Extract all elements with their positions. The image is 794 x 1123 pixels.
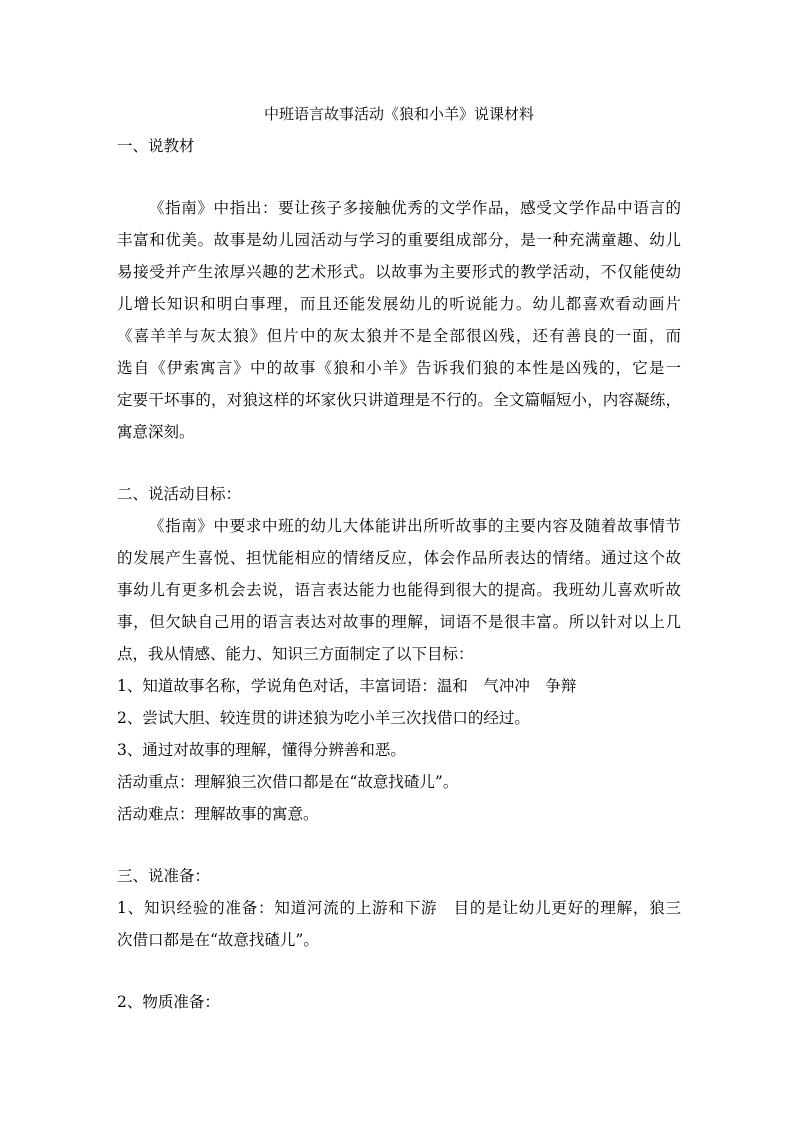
list-item: 2、尝试大胆、较连贯的讲述狼为吃小羊三次找借口的经过。 bbox=[117, 709, 530, 727]
paragraph-line: 儿增长知识和明白事理，而且还能发展幼儿的听说能力。幼儿都喜欢看动画片 bbox=[117, 295, 681, 313]
paragraph-line: 活动重点：理解狼三次借口都是在“故意找碴儿”。 bbox=[117, 773, 459, 791]
paragraph-line: 的发展产生喜悦、担忧能相应的情绪反应，体会作品所表达的情绪。通过这个故 bbox=[117, 549, 681, 567]
paragraph-line: 事幼儿有更多机会去说，语言表达能力也能得到很大的提高。我班幼儿喜欢听故 bbox=[117, 581, 681, 599]
list-item: 1、知道故事名称，学说角色对话，丰富词语：温和 气冲冲 争辩 bbox=[117, 677, 577, 695]
paragraph-line: 活动难点：理解故事的寓意。 bbox=[117, 805, 319, 823]
paragraph-line: 选自《伊索寓言》中的故事《狼和小羊》告诉我们狼的本性是凶残的，它是一 bbox=[117, 359, 681, 377]
paragraph-line: 《喜羊羊与灰太狼》但片中的灰太狼并不是全部很凶残，还有善良的一面，而 bbox=[117, 327, 681, 345]
paragraph-line: 点，我从情感、能力、知识三方面制定了以下目标： bbox=[117, 645, 474, 663]
paragraph-line: 定要干坏事的，对狼这样的坏家伙只讲道理是不行的。全文篇幅短小，内容凝练， bbox=[117, 391, 681, 409]
paragraph-line: 丰富和优美。故事是幼儿园活动与学习的重要组成部分，是一种充满童趣、幼儿 bbox=[117, 231, 681, 249]
paragraph-line: 寓意深刻。 bbox=[117, 423, 195, 441]
paragraph-line: 《指南》中要求中班的幼儿大体能讲出所听故事的主要内容及随着故事情节 bbox=[149, 517, 681, 535]
list-item: 1、知识经验的准备：知道河流的上游和下游 目的是让幼儿更好的理解，狼三 bbox=[117, 899, 681, 917]
list-item: 3、通过对故事的理解，懂得分辨善和恶。 bbox=[117, 741, 406, 759]
section-heading: 二、说活动目标： bbox=[117, 485, 242, 503]
paragraph-line: 次借口都是在“故意找碴儿”。 bbox=[117, 931, 319, 949]
section-heading: 一、说教材 bbox=[117, 137, 195, 155]
section-heading: 三、说准备： bbox=[117, 867, 211, 885]
paragraph-line: 事，但欠缺自己用的语言表达对故事的理解，词语不是很丰富。所以针对以上几 bbox=[117, 613, 681, 631]
paragraph-line: 易接受并产生浓厚兴趣的艺术形式。以故事为主要形式的教学活动，不仅能使幼 bbox=[117, 263, 681, 281]
list-item: 2、物质准备： bbox=[117, 993, 220, 1011]
paragraph-line: 《指南》中指出：要让孩子多接触优秀的文学作品，感受文学作品中语言的 bbox=[149, 199, 681, 217]
document-title: 中班语言故事活动《狼和小羊》说课材料 bbox=[263, 105, 534, 123]
